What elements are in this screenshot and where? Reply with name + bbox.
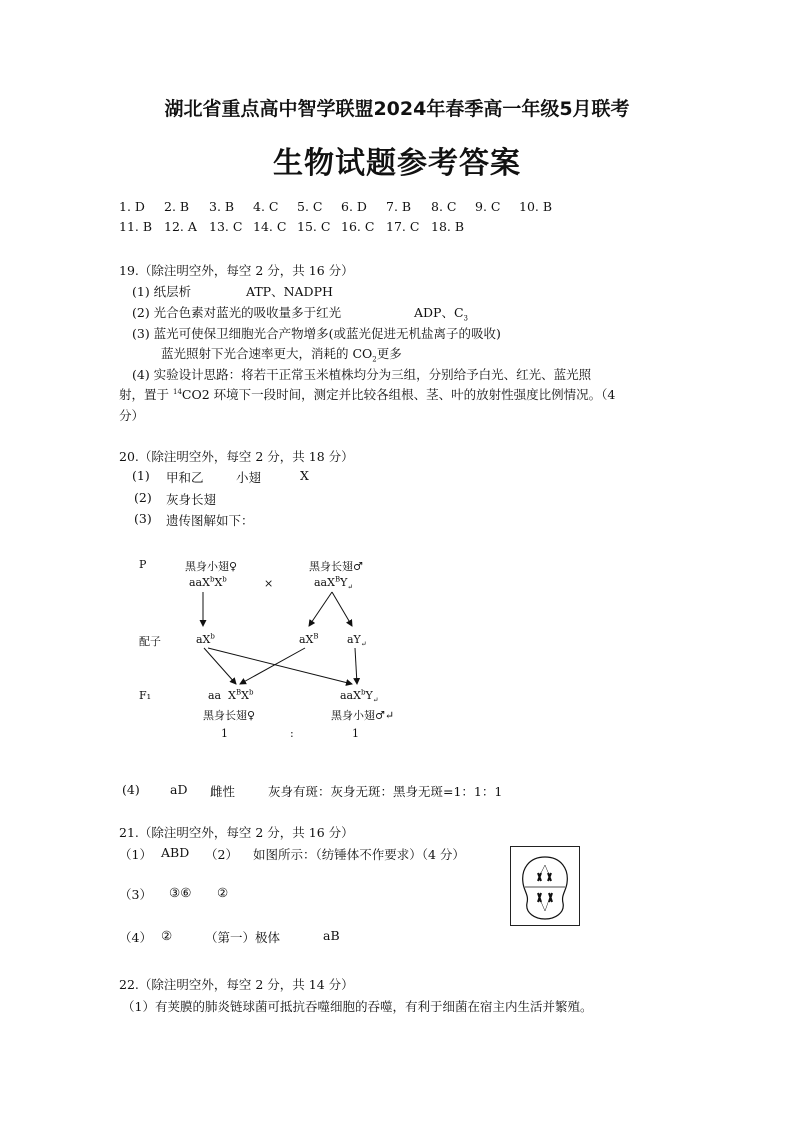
q21-heading: 21.（除注明空外，每空 2 分，共 16 分） — [119, 825, 354, 840]
choice-answer: 11. B — [119, 219, 153, 234]
answer-title: 生物试题参考答案 — [273, 146, 521, 181]
choice-answer: 5. C — [297, 199, 323, 214]
cell-division-icon — [511, 847, 579, 925]
f1-left-genotype: aa $X^BX^b$ — [208, 688, 254, 702]
q19-answer-1: (1) 纸层析 — [132, 284, 192, 299]
arrow-g1-to-f1-right — [208, 648, 352, 684]
q19-answer-3: (3) 蓝光可使保卫细胞光合产物增多(或蓝光促进无机盐离子的吸收) — [132, 326, 501, 341]
arrow-male-to-gamete-y — [332, 592, 352, 626]
choice-answer: 12. A — [164, 219, 197, 234]
f1-right-genotype: $aaX^bY_↵$ — [340, 688, 379, 705]
arrow-g2-to-f1-left — [240, 648, 305, 684]
choice-answer: 17. C — [386, 219, 420, 234]
choice-answer: 14. C — [253, 219, 287, 234]
female-parent-name: 黑身小翅♀ — [185, 560, 238, 573]
cell-division-figure — [510, 846, 580, 926]
p-label: P — [139, 558, 147, 571]
choice-answer: 18. B — [431, 219, 465, 234]
ratio-left: 1 — [221, 727, 228, 740]
choice-answer: 8. C — [431, 199, 457, 214]
q22-answer-1: （1）有荚膜的肺炎链球菌可抵抗吞噬细胞的吞噬，有利于细菌在宿主内生活并繁殖。 — [122, 999, 593, 1014]
choice-answer: 7. B — [386, 199, 412, 214]
q19-answer-4-line3: 分） — [119, 408, 145, 423]
f1-label: F₁ — [139, 689, 152, 702]
q19-answer-2-extra: ADP、$C_3$ — [414, 305, 468, 323]
gamete-label: 配子 — [139, 635, 161, 648]
q19-answer-1-extra: ATP、NADPH — [246, 284, 333, 299]
choice-answer: 2. B — [164, 199, 190, 214]
ratio-separator: : — [290, 727, 294, 740]
f1-right-name: 黑身小翅♂↵ — [331, 709, 395, 722]
q19-answer-3-line2: 蓝光照射下光合速率更大，消耗的 $CO_2$更多 — [161, 346, 402, 364]
male-parent-genotype: $aaX^BY_↵$ — [314, 575, 354, 592]
gamete-2: $aX^B$ — [299, 632, 319, 646]
choice-answer: 13. C — [209, 219, 243, 234]
q22-heading: 22.（除注明空外，每空 2 分，共 14 分） — [119, 977, 354, 992]
arrow-g3-to-f1-right — [355, 648, 357, 684]
gamete-3: $aY_↵$ — [347, 633, 367, 649]
q20-heading: 20.（除注明空外，每空 2 分，共 18 分） — [119, 449, 354, 464]
female-parent-genotype: $aaX^bX^b$ — [189, 575, 227, 589]
choice-answer: 3. B — [209, 199, 235, 214]
gamete-1: $aX^b$ — [196, 632, 215, 646]
choice-answer: 6. D — [341, 199, 367, 214]
q19-answer-4-line2: 射，置于 $^{14}$CO2 环境下一段时间，测定并比较各组根、茎、叶的放射性强度比例情况。（4 — [119, 387, 616, 402]
ratio-right: 1 — [352, 727, 359, 740]
f1-left-name: 黑身长翅♀ — [203, 709, 256, 722]
choice-answer: 1. D — [119, 199, 145, 214]
choice-answer: 10. B — [519, 199, 553, 214]
choice-answer: 16. C — [341, 219, 375, 234]
choice-answer: 15. C — [297, 219, 331, 234]
q19-answer-4: (4) 实验设计思路：将若干正常玉米植株均分为三组，分别给予白光、红光、蓝光照 — [132, 367, 592, 382]
exam-title: 湖北省重点高中智学联盟2024年春季高一年级5月联考 — [164, 98, 630, 120]
arrow-male-to-gamete-b — [309, 592, 332, 626]
choice-answer: 9. C — [475, 199, 501, 214]
q19-answer-2: (2) 光合色素对蓝光的吸收量多于红光 — [132, 305, 342, 320]
q19-heading: 19.（除注明空外，每空 2 分，共 16 分） — [119, 263, 354, 278]
choice-answer: 4. C — [253, 199, 279, 214]
cross-symbol: × — [264, 577, 274, 590]
male-parent-name: 黑身长翅♂ — [309, 560, 363, 573]
